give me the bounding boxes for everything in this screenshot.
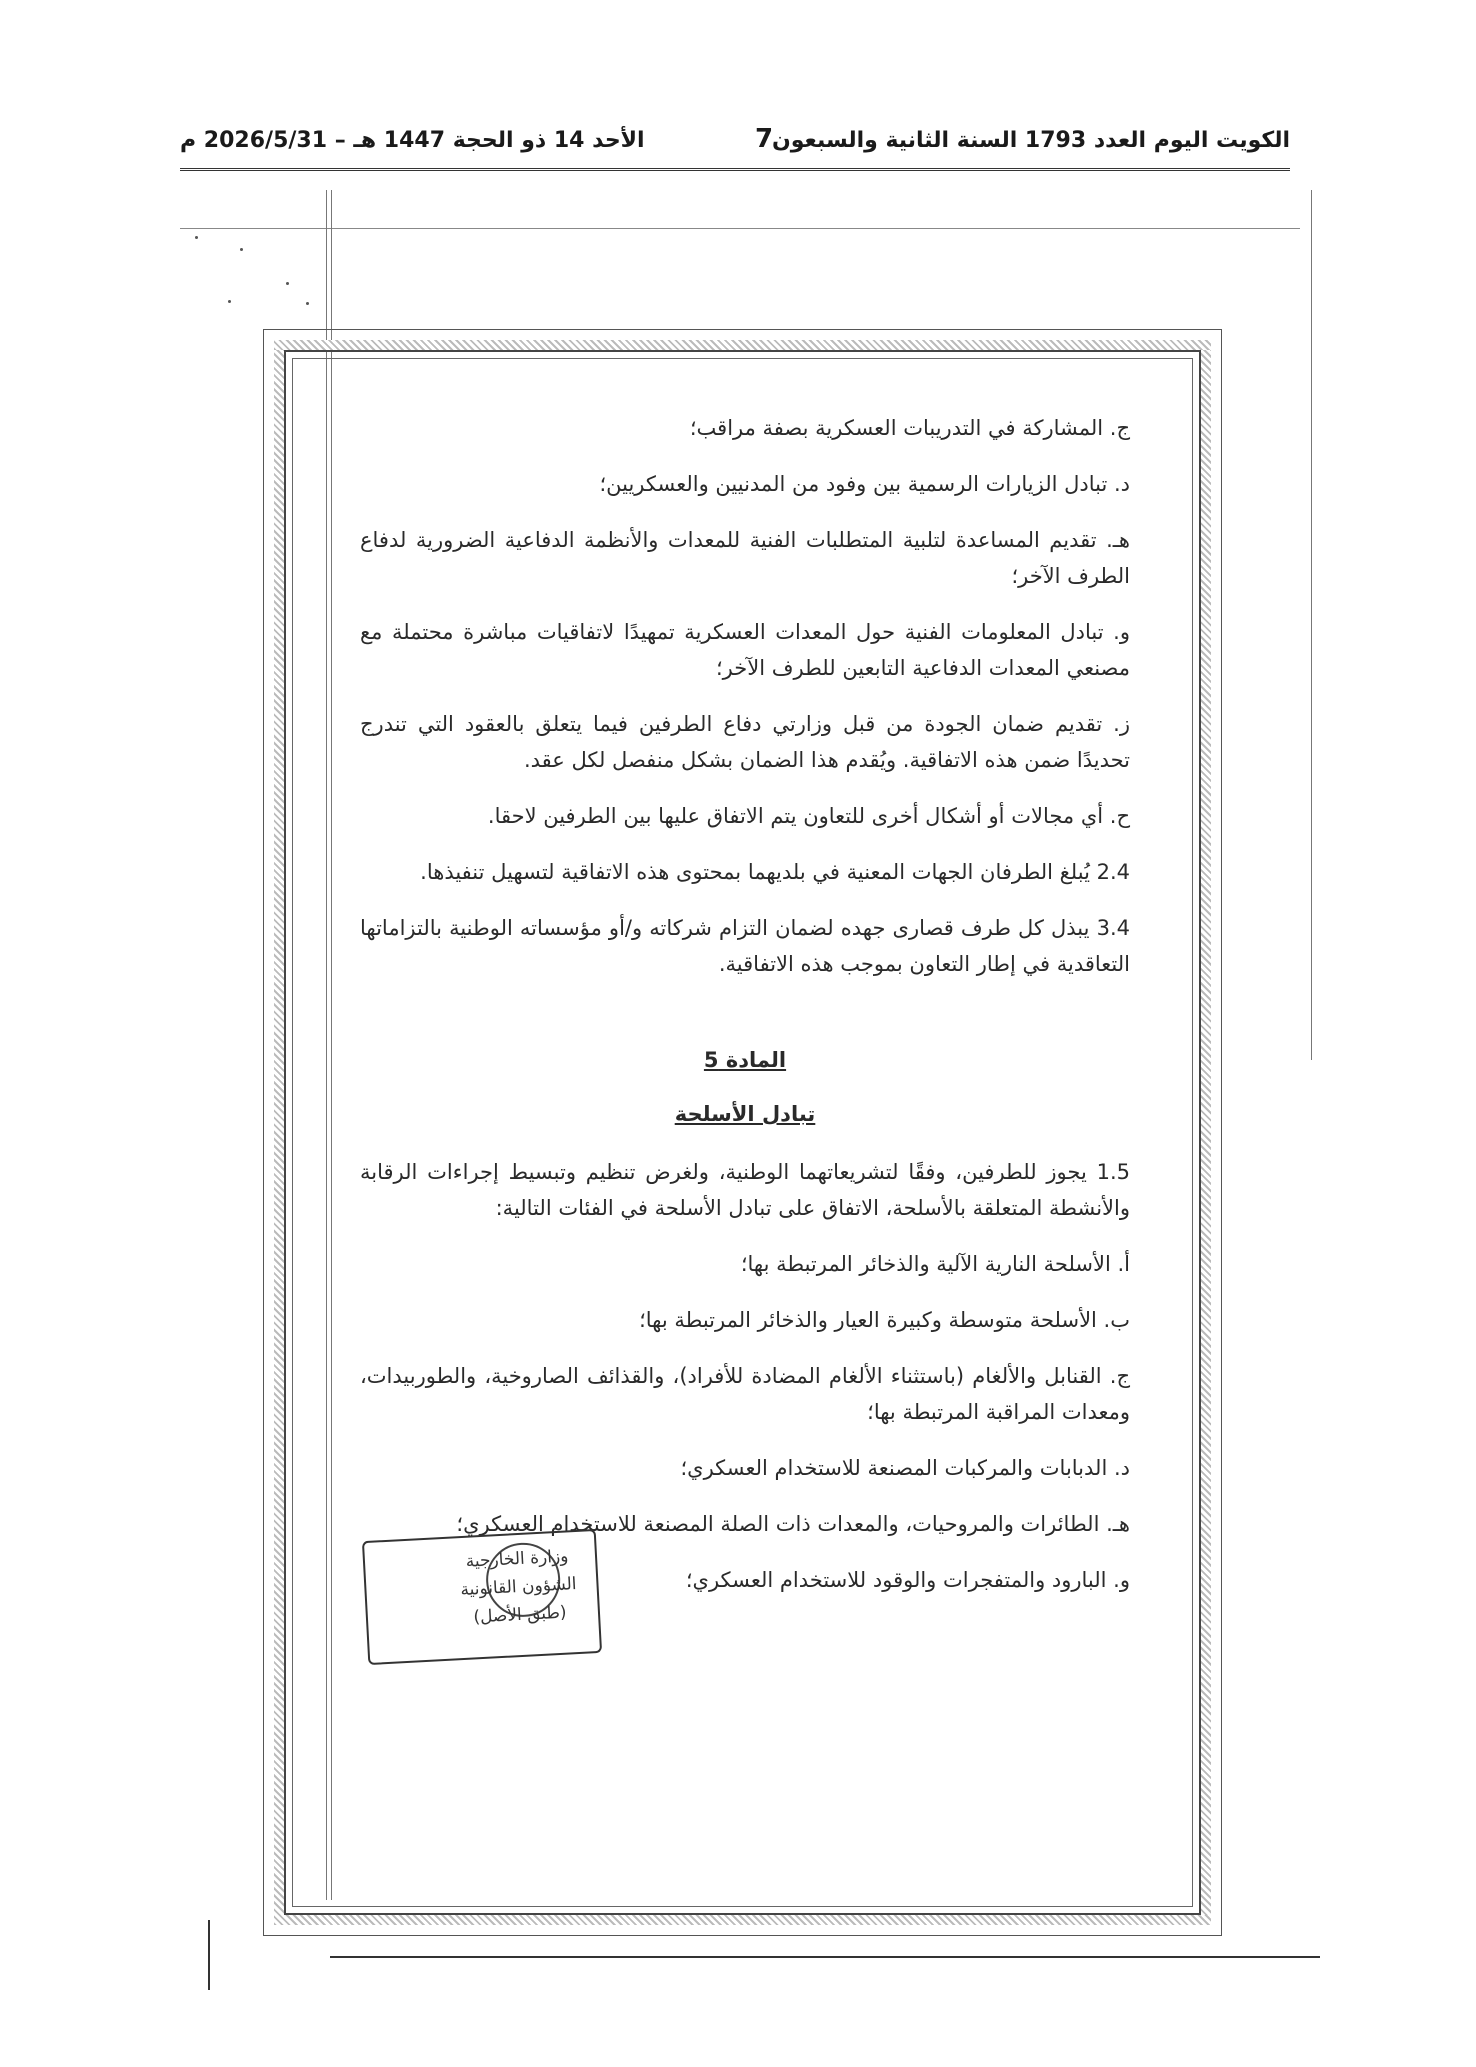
paragraph: هـ. تقديم المساعدة لتلبية المتطلبات الفنية للمعدات والأنظمة الدفاعية الضرورية لدفاع الطرف الآخر؛ xyxy=(360,528,1130,588)
paragraph: ج. القنابل والألغام (باستثناء الألغام المضادة للأفراد)، والقذائف الصاروخية، والطوربيدات، ومعدات المراقبة المرتبطة بها؛ xyxy=(360,1364,1130,1424)
paragraph: هـ. الطائرات والمروحيات، والمعدات ذات الصلة المصنعة للاستخدام العسكري؛ xyxy=(456,1512,1130,1536)
scan-dot xyxy=(228,300,231,303)
scan-line xyxy=(180,228,1300,229)
scan-vertical-line xyxy=(1311,190,1312,1060)
scan-dot xyxy=(306,302,309,305)
header-rule xyxy=(180,168,1290,171)
stamp-line: وزارة الخارجية xyxy=(465,1546,569,1572)
scan-vertical-line xyxy=(208,1920,210,1990)
scan-dot xyxy=(240,248,243,251)
paragraph: ب. الأسلحة متوسطة وكبيرة العيار والذخائر المرتبطة بها؛ xyxy=(639,1308,1130,1332)
page-number: 7 xyxy=(755,124,774,154)
paragraph: 2.4 يُبلغ الطرفان الجهات المعنية في بلديهما بمحتوى هذه الاتفاقية لتسهيل تنفيذها. xyxy=(420,860,1130,884)
paragraph: أ. الأسلحة النارية الآلية والذخائر المرتبطة بها؛ xyxy=(740,1252,1130,1276)
paragraph: ج. المشاركة في التدريبات العسكرية بصفة مراقب؛ xyxy=(689,416,1130,440)
paragraph: د. الدبابات والمركبات المصنعة للاستخدام العسكري؛ xyxy=(680,1456,1130,1480)
official-stamp xyxy=(362,1529,602,1665)
paragraph: ز. تقديم ضمان الجودة من قبل وزارتي دفاع الطرفين فيما يتعلق بالعقود التي تندرج تحديدًا ضمن هذه الاتفاقية. ويُقدم هذا الضمان بشكل منفصل لكل عقد. xyxy=(360,712,1130,772)
article-title: المادة 5 xyxy=(703,1048,787,1072)
header-date: الأحد 14 ذو الحجة 1447 هـ – 2026/5/31 م xyxy=(180,128,645,153)
header-publication: الكويت اليوم العدد 1793 السنة الثانية والسبعون xyxy=(771,128,1290,153)
paragraph: و. البارود والمتفجرات والوقود للاستخدام العسكري؛ xyxy=(685,1568,1130,1592)
page-header xyxy=(180,120,1290,160)
scan-dot xyxy=(195,236,198,239)
paragraph: 1.5 يجوز للطرفين، وفقًا لتشريعاتهما الوطنية، ولغرض تنظيم وتبسيط إجراءات الرقابة والأنشطة المتعلقة بالأسلحة، الاتفاق على تبادل الأسلحة في الفئات التالية: xyxy=(360,1160,1130,1220)
scan-line xyxy=(330,1956,1320,1958)
paragraph: ح. أي مجالات أو أشكال أخرى للتعاون يتم الاتفاق عليها بين الطرفين لاحقا. xyxy=(487,804,1130,828)
document-body xyxy=(360,410,1130,1618)
scan-dot xyxy=(286,282,289,285)
stamp-line: (طبق الأصل) xyxy=(472,1602,568,1628)
paragraph: د. تبادل الزيارات الرسمية بين وفود من المدنيين والعسكريين؛ xyxy=(599,472,1130,496)
stamp-line: الشؤون القانونية xyxy=(460,1574,578,1601)
paragraph: 3.4 يبذل كل طرف قصارى جهده لضمان التزام شركاته و/أو مؤسساته الوطنية بالتزاماتها التعاقدية في إطار التعاون بموجب هذه الاتفاقية. xyxy=(360,916,1130,976)
article-subtitle: تبادل الأسلحة xyxy=(674,1102,816,1126)
paragraph: و. تبادل المعلومات الفنية حول المعدات العسكرية تمهيدًا لاتفاقيات مباشرة محتملة مع مصنعي المعدات الدفاعية التابعين للطرف الآخر؛ xyxy=(360,620,1130,680)
